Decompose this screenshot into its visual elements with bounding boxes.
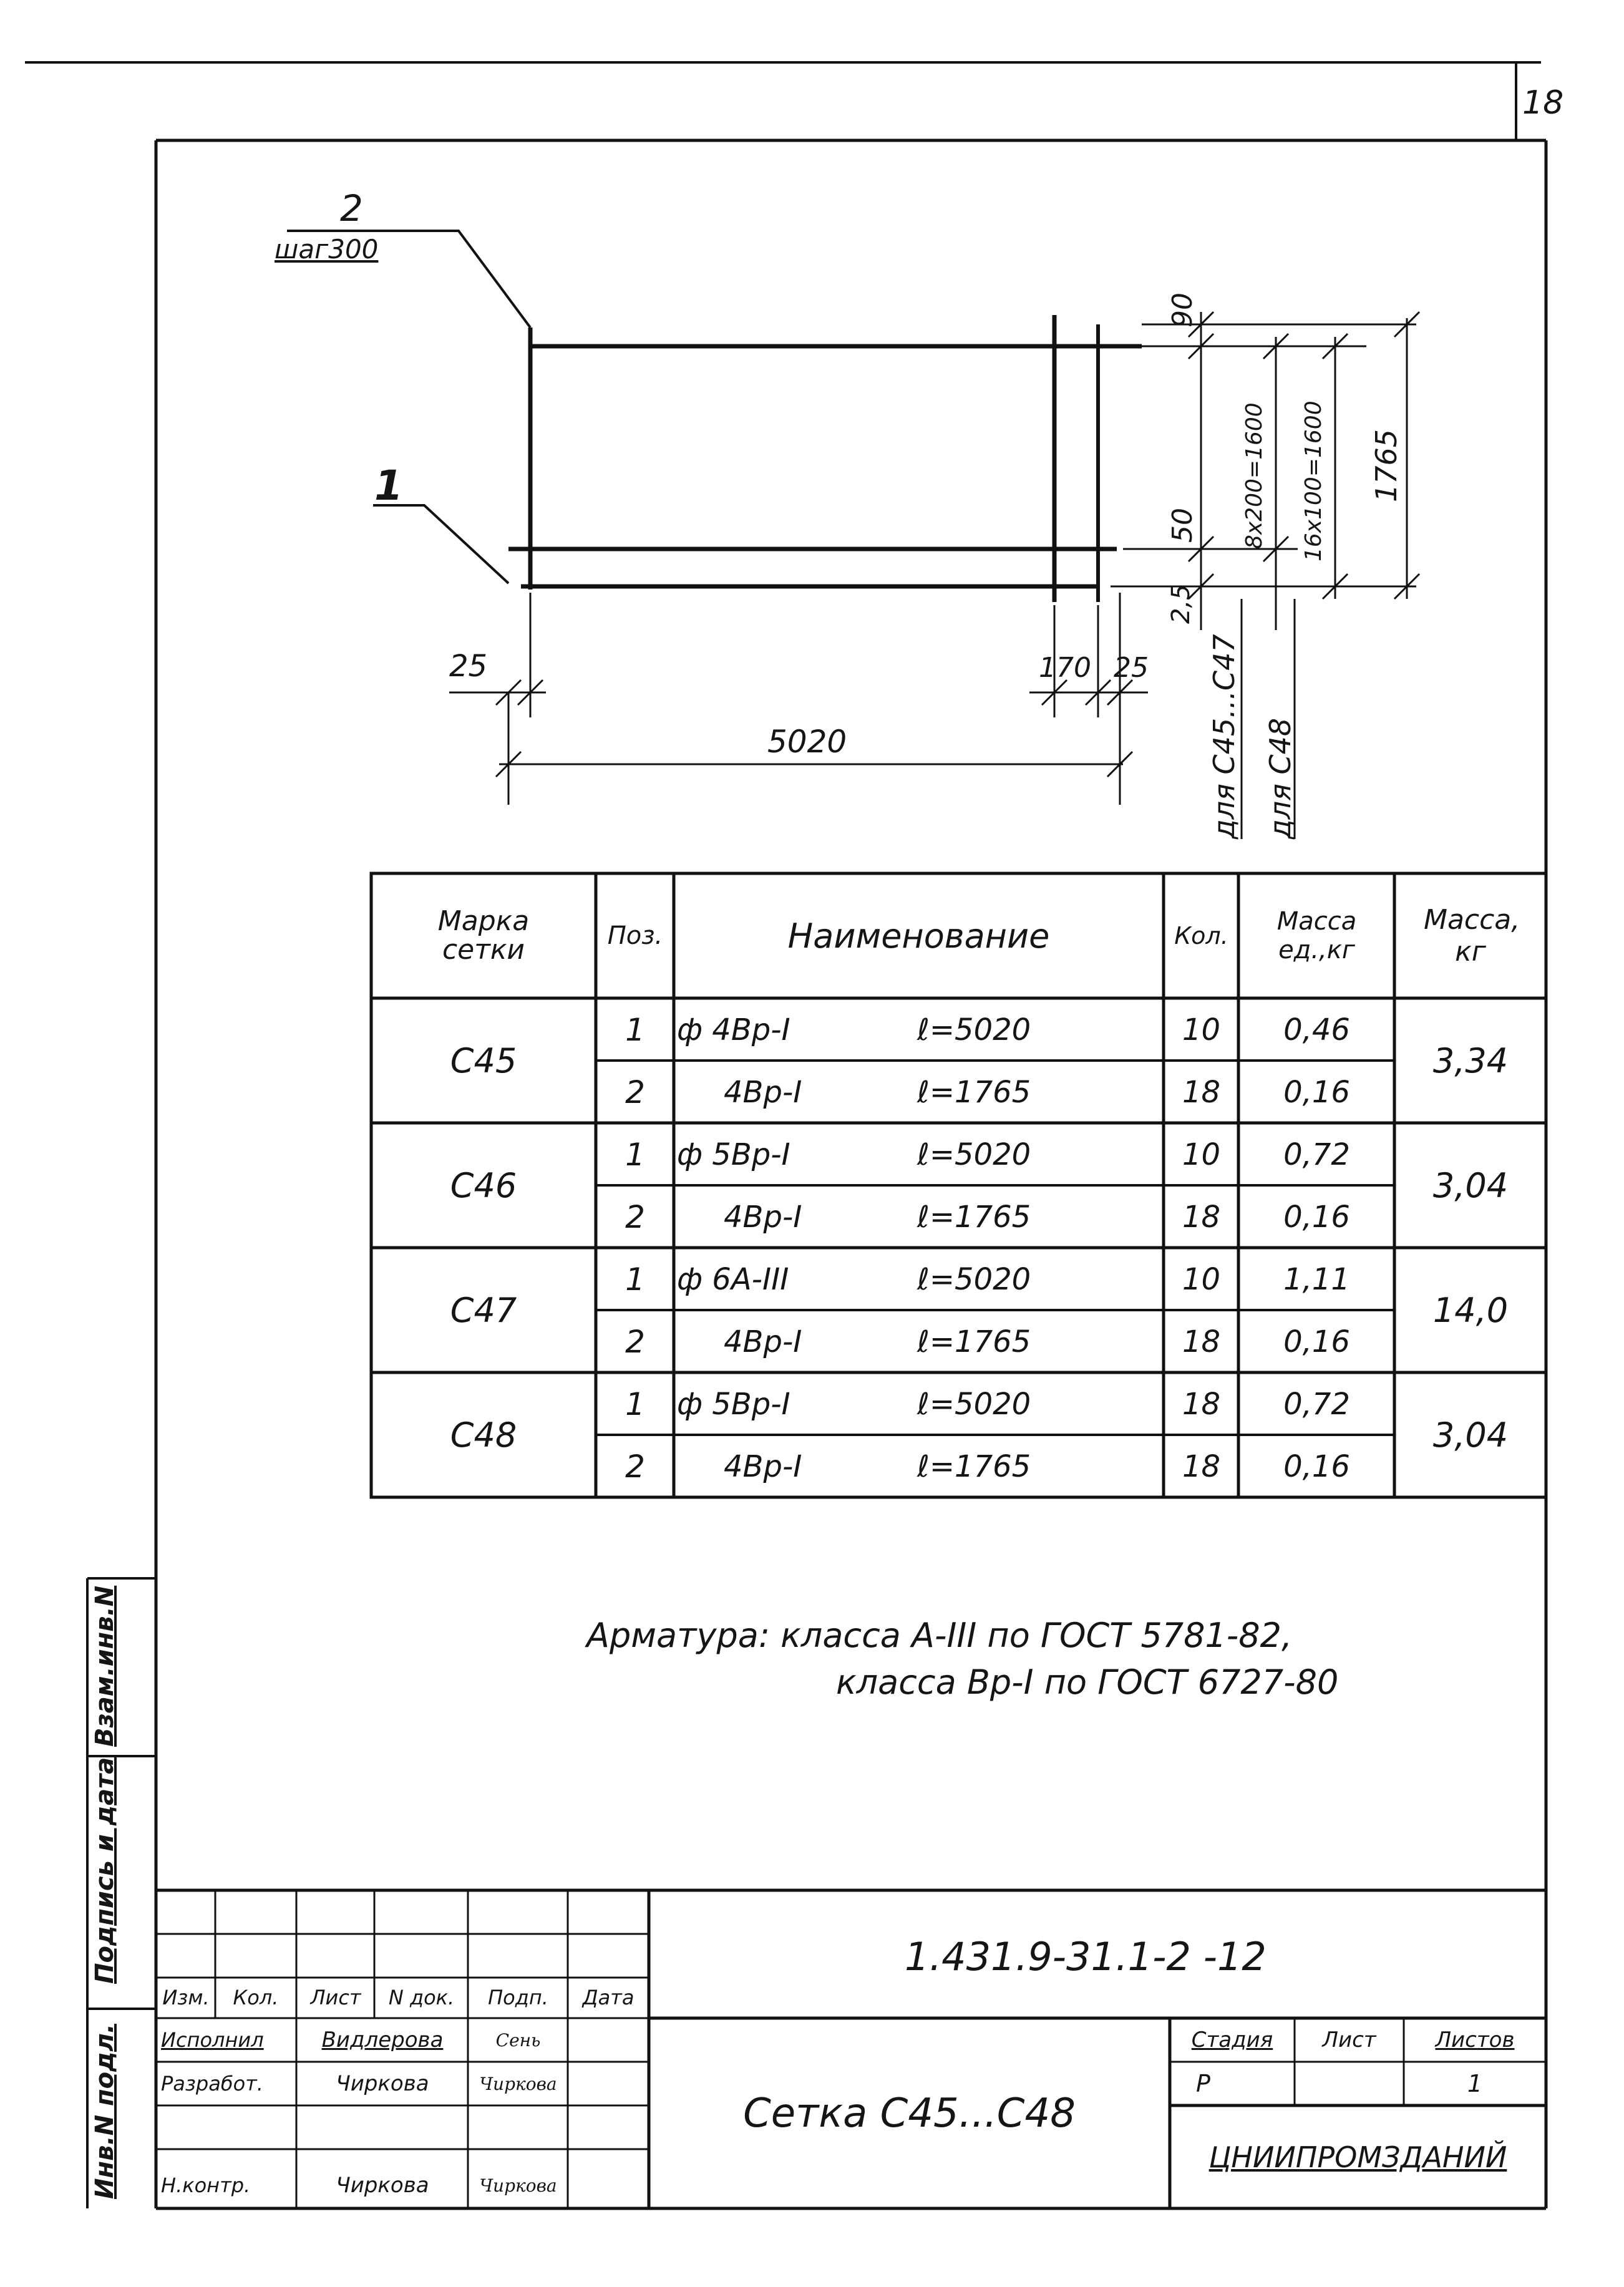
tb-header-kol: Кол. [233, 1986, 279, 2009]
side-stamp-replace-inv: Взам.инв.N [90, 1585, 119, 1747]
tb-sheets-label: Листов [1435, 2027, 1515, 2052]
label-1: 1 [374, 462, 403, 510]
total-c45: 3,34 [1432, 1041, 1509, 1080]
qty-c45-2: 18 [1182, 1074, 1221, 1110]
tb-sign-3: Чиркова [479, 2175, 557, 2196]
unit-mass-c47-2: 0,16 [1283, 1324, 1350, 1359]
pos-c45-1: 1 [625, 1011, 645, 1048]
pos-c46-2: 2 [625, 1198, 645, 1235]
length-c45-2: ℓ=1765 [917, 1074, 1031, 1110]
tb-sign-1: Сень [495, 2029, 541, 2051]
note-line-1: Арматура: класса А-III по ГОСТ 5781-82, [586, 1616, 1293, 1655]
tb-role-3: Н.контр. [161, 2173, 251, 2197]
length-c47-1: ℓ=5020 [917, 1261, 1031, 1297]
tb-header-podp: Подп. [488, 1986, 548, 2009]
pos-c48-1: 1 [625, 1386, 645, 1422]
unit-mass-c48-2: 0,16 [1283, 1449, 1350, 1484]
pos-c48-2: 2 [625, 1448, 645, 1485]
side-stamp-sign-date: Подпись и дата [90, 1757, 119, 1984]
length-c45-1: ℓ=5020 [917, 1012, 1031, 1047]
total-c46: 3,04 [1432, 1165, 1509, 1205]
length-c46-1: ℓ=5020 [917, 1137, 1031, 1172]
total-c47: 14,0 [1432, 1290, 1509, 1330]
pos-c46-1: 1 [625, 1136, 645, 1173]
unit-mass-c47-1: 1,11 [1283, 1261, 1350, 1297]
name-c47-1: ф 6А-III [677, 1261, 789, 1297]
tb-stage-value: Р [1196, 2070, 1210, 2097]
tb-sign-2: Чиркова [479, 2073, 557, 2094]
dim-5020: 5020 [767, 724, 847, 760]
side-stamp-inv-no: Инв.N подл. [90, 2024, 119, 2199]
tb-header-list: Лист [310, 1986, 361, 2009]
mark-c48: С48 [450, 1415, 517, 1455]
header-mark [374, 876, 593, 995]
qty-c45-1: 10 [1182, 1012, 1221, 1047]
note-c48: для С48 [1263, 717, 1297, 839]
dim-25-vertical: 2,5 [1167, 584, 1195, 624]
length-c48-1: ℓ=5020 [917, 1386, 1031, 1422]
pos-c47-1: 1 [625, 1261, 645, 1298]
name-c47-2: 4Вр-I [724, 1324, 802, 1359]
unit-mass-c45-2: 0,16 [1283, 1074, 1350, 1110]
tb-stage-label: Стадия [1191, 2027, 1273, 2052]
note-c45-c47: для С45...С47 [1207, 634, 1241, 839]
pos-c45-2: 2 [625, 1074, 645, 1110]
header-name: Наименование [787, 916, 1050, 956]
tb-header-date: Дата [582, 1986, 635, 2009]
tb-role-2: Разработ. [161, 2072, 263, 2095]
length-c47-2: ℓ=1765 [917, 1324, 1031, 1359]
mark-c45: С45 [450, 1041, 517, 1080]
qty-c48-1: 18 [1182, 1386, 1221, 1422]
tb-role-1: Исполнил [161, 2028, 264, 2052]
dim-90: 90 [1167, 293, 1199, 328]
qty-c47-1: 10 [1182, 1261, 1221, 1297]
name-c46-2: 4Вр-I [724, 1199, 802, 1235]
tb-sheets-value: 1 [1467, 2070, 1483, 2097]
header-mass [1396, 876, 1545, 995]
length-c46-2: ℓ=1765 [917, 1199, 1031, 1235]
header-unit-mass [1240, 876, 1393, 995]
tb-name-2: Чиркова [336, 2071, 429, 2096]
name-c46-1: ф 5Вр-I [677, 1137, 790, 1172]
unit-mass-c46-1: 0,72 [1283, 1137, 1350, 1172]
header-qty: Кол. [1174, 922, 1228, 949]
label-2: 2 [340, 187, 363, 230]
mark-c47: С47 [450, 1290, 517, 1330]
tb-name-1: Видлерова [321, 2027, 444, 2052]
pos-c47-2: 2 [625, 1323, 645, 1360]
tb-sheet-value [1296, 2063, 1403, 2104]
dim-16x100: 16х100=1600 [1301, 401, 1326, 561]
tb-name-3: Чиркова [336, 2173, 429, 2198]
dim-1765: 1765 [1369, 429, 1403, 502]
qty-c47-2: 18 [1182, 1324, 1221, 1359]
name-c45-1: ф 4Вр-I [677, 1012, 790, 1047]
dim-50: 50 [1167, 508, 1199, 543]
dim-170: 170 [1039, 652, 1091, 684]
tb-org: ЦНИИПРОМЗДАНИЙ [1208, 2140, 1507, 2174]
name-c48-2: 4Вр-I [724, 1449, 802, 1484]
note-line-2: класса Вр-I по ГОСТ 6727-80 [836, 1663, 1339, 1702]
mark-c46: С46 [450, 1165, 517, 1205]
dim-8x200: 8х200=1600 [1242, 402, 1267, 549]
tb-header-izm: Изм. [162, 1986, 210, 2009]
header-mass-text: Масса, кг [1424, 904, 1520, 968]
qty-c46-2: 18 [1182, 1199, 1221, 1235]
header-pos: Поз. [607, 921, 663, 950]
header-unit-mass-text: Масса ед.,кг [1276, 907, 1357, 964]
header-mark-text: Марка сетки [437, 905, 530, 966]
name-c48-1: ф 5Вр-I [677, 1386, 790, 1422]
dim-25-left: 25 [449, 649, 488, 684]
name-c45-2: 4Вр-I [724, 1074, 802, 1110]
qty-c46-1: 10 [1182, 1137, 1221, 1172]
total-c48: 3,04 [1432, 1415, 1509, 1455]
unit-mass-c45-1: 0,46 [1283, 1012, 1350, 1047]
unit-mass-c46-2: 0,16 [1283, 1199, 1350, 1235]
doc-code: 1.431.9-31.1-2 -12 [905, 1934, 1267, 1979]
page-number: 18 [1522, 84, 1564, 122]
qty-c48-2: 18 [1182, 1449, 1221, 1484]
tb-header-ndok: N док. [388, 1986, 455, 2009]
label-2-step: шаг300 [275, 234, 379, 265]
tb-title: Сетка С45...С48 [743, 2090, 1076, 2137]
length-c48-2: ℓ=1765 [917, 1449, 1031, 1484]
dim-25-right: 25 [1114, 652, 1149, 684]
tb-sheet-label: Лист [1322, 2027, 1376, 2052]
unit-mass-c48-1: 0,72 [1283, 1386, 1350, 1422]
